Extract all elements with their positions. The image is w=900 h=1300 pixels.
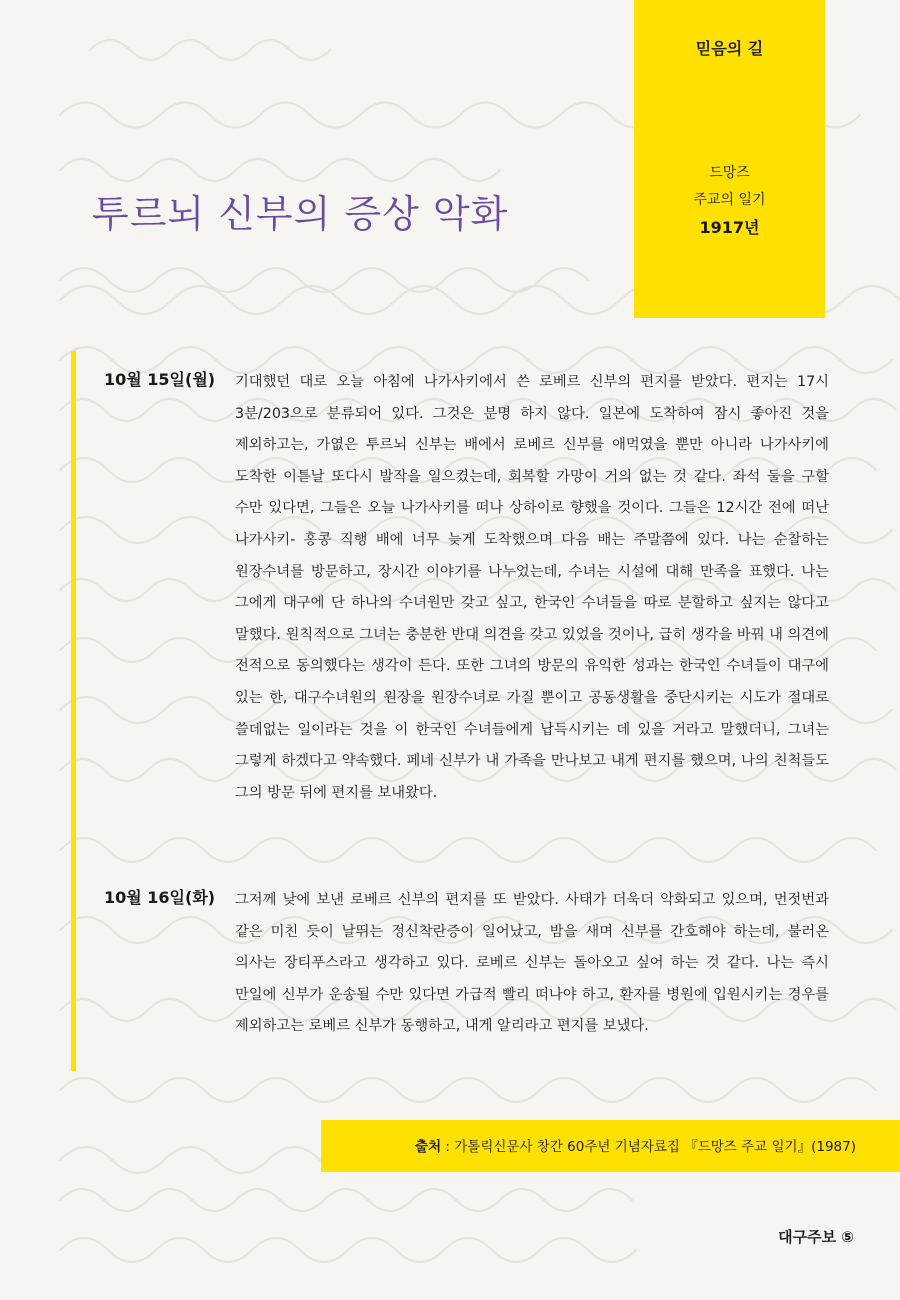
diary-info xyxy=(634,160,825,241)
source-box xyxy=(321,1120,900,1172)
diary-year: 1917년 xyxy=(699,218,760,237)
publication-name: 대구주보 xyxy=(778,1228,837,1246)
diary-name: 주교의 일기 xyxy=(693,192,766,208)
entry-text: 기대했던 대로 오늘 아침에 나가사키에서 쓴 로베르 신부의 편지를 받았다. 편지는 17시 3분/203으로 분류되어 있다. 그것은 분명 하지 않다. 일본에 도착하여 잠시 좋아진 것을 제외하고는, 가엾은 투르뇌 신부는 배에서 로베르 신부를 애먹였을 뿐만 아니라 나가사키에 도착한 이튿날 또다시 발작을 일으켰는데, 회복할 가망이 거의 없는 것 같다. 좌석 둘을 구할 수만 있다면, 그들은 오늘 나가사키를 떠나 상하이로 향했을 것이다. 그들은 12시간 전에 떠난 나가사키- 홍콩 직행 배에 너무 늦게 도착했으며 다음 배는 주말쯤에 있다. 나는 순찰하는 원장수녀를 방문하고, 장시간 이야기를 나누었는데, 수녀는 시설에 대해 만족을 표했다. 나는 그에게 대구에 단 하나의 수녀원만 갖고 싶고, 한국인 수녀들을 따로 분할하고 싶지는 않다고 말했다. 원칙적으로 그녀는 충분한 반대 의견을 갖고 있었을 것이나, 급히 생각을 바꿔 내 의견에 전적으로 동의했다는 생각이 든다. 또한 그녀의 방문의 유익한 성과는 한국인 수녀들이 대구에 있는 한, 대구수녀원의 원장을 원장수녀로 가질 뿐이고 공동생활을 중단시키는 시도가 절대로 쓸데없는 일이라는 것을 이 한국인 수녀들에게 납득시키는 데 있을 거라고 말했더니, 그녀는 그렇게 하겠다고 약속했다. 페네 신부가 내 가족을 만나보고 내게 편지를 했으며, 나의 친척들도 그의 방문 뒤에 편지를 보내왔다. xyxy=(235,374,829,801)
entry-date: 10월 15일(월) xyxy=(104,370,216,389)
page-footer xyxy=(778,1226,854,1247)
diary-entry xyxy=(104,367,834,847)
series-label: 믿음의 길 xyxy=(695,39,764,58)
page-title: 투르뇌 신부의 증상 악화 xyxy=(92,192,509,236)
accent-bar xyxy=(71,351,76,1071)
source-text: : 가톨릭신문사 창간 60주년 기념자료집 『드망즈 주교 일기』(1987) xyxy=(441,1139,856,1155)
entry-text: 그저께 낮에 보낸 로베르 신부의 편지를 또 받았다. 사태가 더욱더 악화되고 있으며, 먼젓번과 같은 미친 듯이 날뛰는 정신착란증이 일어났고, 밤을 새며 신부를 간호해야 하는데, 불러온 의사는 장티푸스라고 생각하고 있다. 로베르 신부는 돌아오고 싶어 하는 것 같다. 나는 즉시 만일에 신부가 운송될 수만 있다면 가급적 빨리 떠나야 하고, 환자를 병원에 입원시키는 경우를 제외하고는 로베르 신부가 동행하고, 내게 알리라고 편지를 보냈다. xyxy=(235,892,829,1035)
entry-date: 10월 16일(화) xyxy=(104,888,216,907)
source-citation xyxy=(415,1135,856,1155)
diary-series-box xyxy=(634,0,825,318)
diary-author: 드망즈 xyxy=(709,165,750,181)
page-number: ⑤ xyxy=(841,1228,854,1246)
source-label: 출처 xyxy=(415,1139,442,1155)
diary-entry xyxy=(104,885,834,1075)
